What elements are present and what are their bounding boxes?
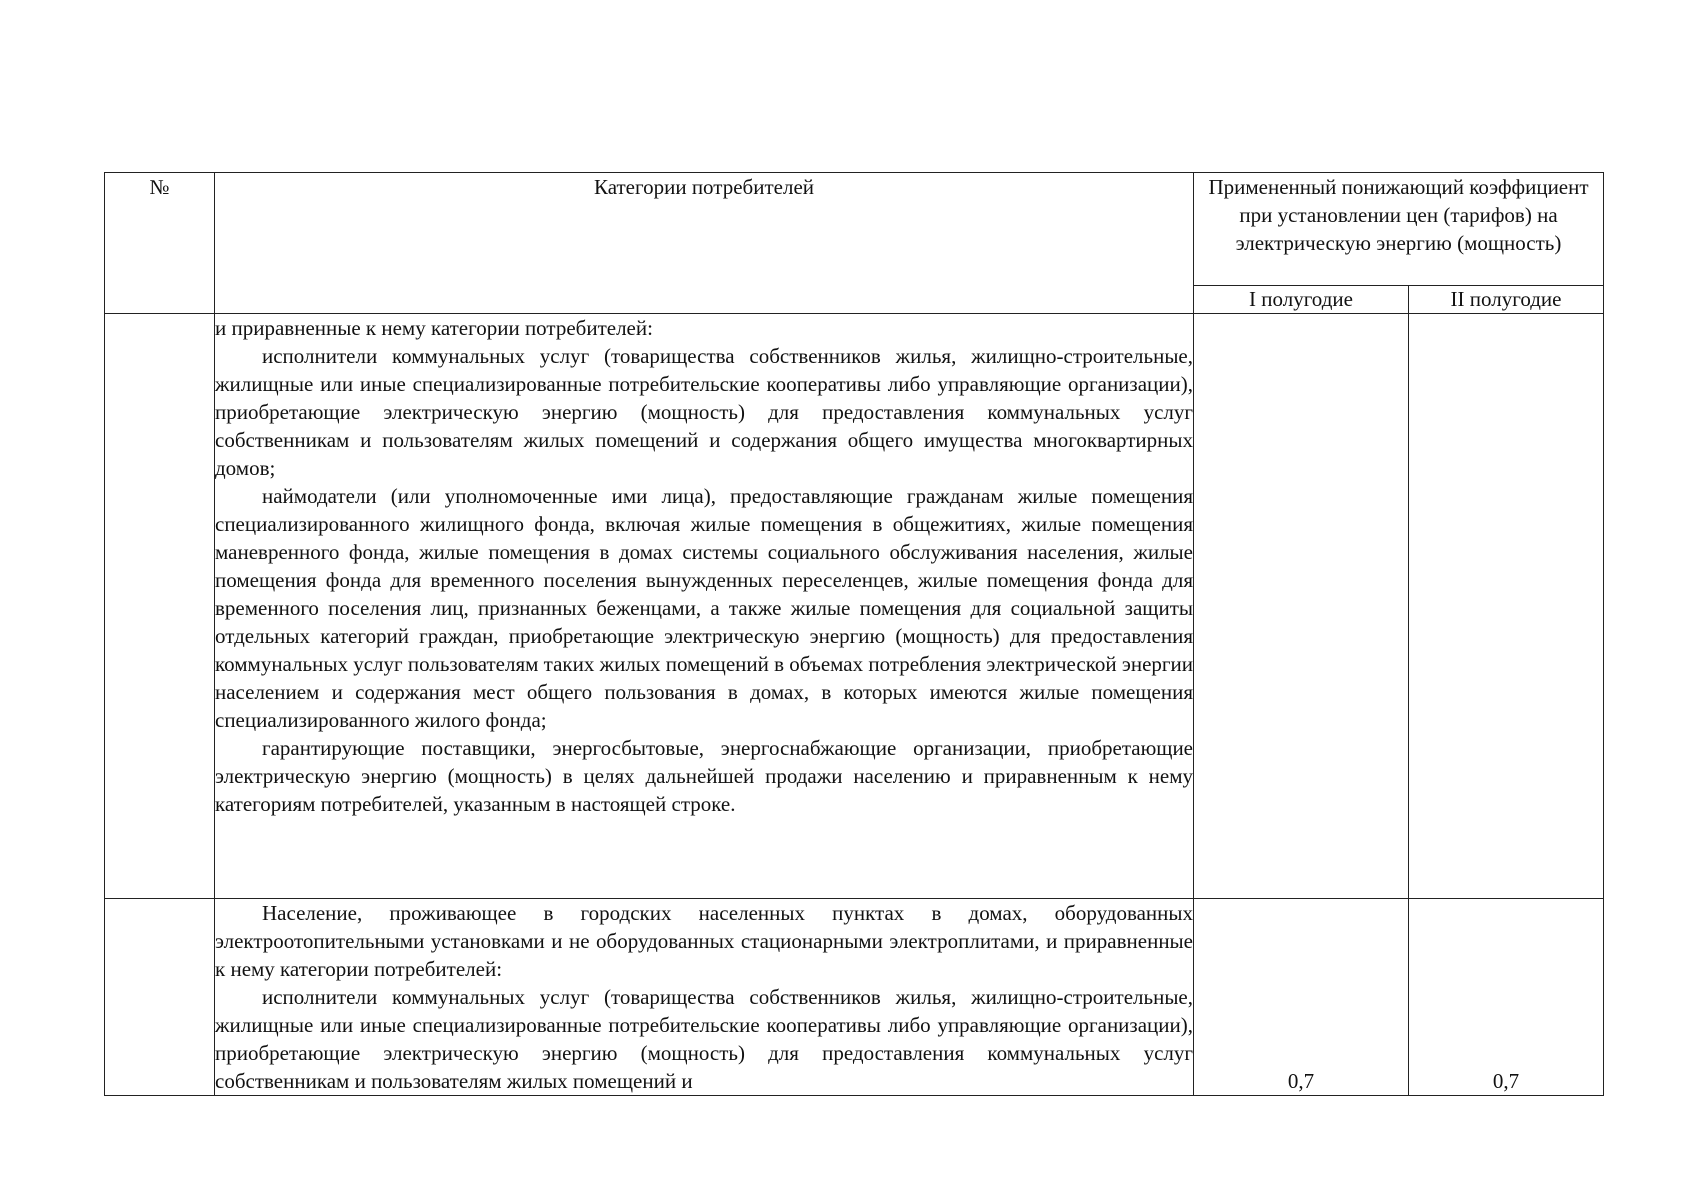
- coefficient-half-1: [1194, 314, 1409, 899]
- header-number: №: [105, 173, 215, 314]
- row-number: [105, 314, 215, 899]
- paragraph: и приравненные к нему категории потребителей:: [215, 316, 653, 340]
- paragraph: исполнители коммунальных услуг (товарищества собственников жилья, жилищно-строительные, жилищные или иные специализированные потребительские кооперативы либо управляющие организации), приобретающие электрическую энергию (мощность) для предоставления коммунальных услуг собственникам и пользователям жилых помещений и содержания общего имущества многоквартирных домов;: [215, 344, 1193, 480]
- category-description: [215, 314, 1194, 899]
- header-half-year-1: I полугодие: [1194, 286, 1409, 314]
- table-row: [105, 314, 1604, 899]
- header-categories: Категории потребителей: [215, 173, 1194, 314]
- coefficient-half-2: 0,7: [1409, 899, 1604, 1096]
- coefficient-half-2: [1409, 314, 1604, 899]
- paragraph: исполнители коммунальных услуг (товарищества собственников жилья, жилищно-строительные, жилищные или иные специализированные потребительские кооперативы либо управляющие организации), приобретающие электрическую энергию (мощность) для предоставления коммунальных услуг собственникам и пользователям жилых помещений и: [215, 985, 1193, 1093]
- header-half-year-2: II полугодие: [1409, 286, 1604, 314]
- row-number: [105, 899, 215, 1096]
- paragraph: гарантирующие поставщики, энергосбытовые, энергоснабжающие организации, приобретающие электрическую энергию (мощность) в целях дальнейшей продажи населению и приравненным к нему категориям потребителей, указанным в настоящей строке.: [215, 736, 1193, 816]
- table-row: [105, 899, 1604, 1096]
- coefficient-half-1: 0,7: [1194, 899, 1409, 1096]
- category-description: [215, 899, 1194, 1096]
- tariff-coefficient-table: [104, 172, 1604, 1096]
- paragraph: Население, проживающее в городских населенных пунктах в домах, оборудованных электроотопительными установками и не оборудованных стационарными электроплитами, и приравненные к нему категории потребителей:: [215, 901, 1193, 981]
- paragraph: наймодатели (или уполномоченные ими лица), предоставляющие гражданам жилые помещения специализированного жилищного фонда, включая жилые помещения в общежитиях, жилые помещения маневренного фонда, жилые помещения в домах системы социального обслуживания населения, жилые помещения фонда для временного поселения вынужденных переселенцев, жилые помещения фонда для временного поселения лиц, признанных беженцами, а также жилые помещения для социальной защиты отдельных категорий граждан, приобретающие электрическую энергию (мощность) для предоставления коммунальных услуг пользователям таких жилых помещений в объемах потребления электрической энергии населением и содержания мест общего пользования в домах, в которых имеются жилые помещения специализированного жилого фонда;: [215, 484, 1193, 732]
- header-coefficient: Примененный понижающий коэффициент при установлении цен (тарифов) на электрическую энергию (мощность): [1194, 173, 1604, 286]
- table-header-row: [105, 173, 1604, 286]
